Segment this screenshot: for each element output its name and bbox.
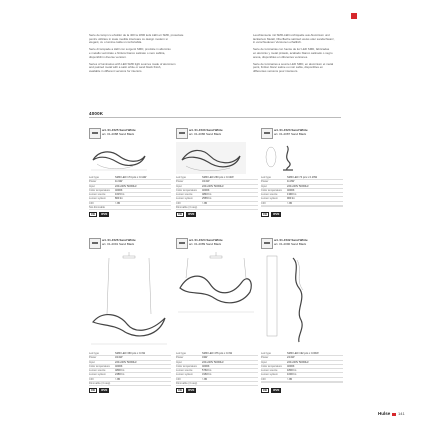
product-thumbnail-icon (261, 128, 273, 139)
product-drawing (176, 142, 246, 174)
spec-key: Led type (176, 176, 186, 179)
product-code-white: art. 01-1524 Sand White (189, 238, 223, 242)
spec-value: SMD LED 174 pcs x 0.11W (115, 176, 147, 179)
product-code-black: art. 01-2089 Sand Black (189, 241, 222, 246)
spec-value: 800 lm (115, 197, 123, 201)
spec-value: > 80 (202, 377, 208, 381)
spec-key: Lumen source (89, 193, 106, 196)
spec-value: 3160 lm (202, 373, 212, 377)
spec-key: Power (89, 356, 97, 360)
product-drawing (176, 252, 256, 347)
spec-value: SMD LED 192 pcs x 0.06W (287, 352, 319, 355)
spec-value: > 80 (115, 201, 121, 205)
product-codes (189, 129, 223, 136)
product-codes (102, 129, 136, 136)
page-number: 141 (398, 411, 405, 416)
brand-accent-square (351, 13, 357, 19)
spec-key: Not dimmable (89, 205, 106, 209)
product-code-black: art. 01-2090 Sand Black (274, 241, 307, 246)
spec-value (115, 382, 171, 385)
spec-row (89, 206, 171, 210)
spec-value: 4840 lm (202, 193, 212, 196)
product-thumbnail-icon (261, 238, 273, 249)
spec-key: Color temperature (261, 364, 282, 368)
certification-badges (176, 388, 196, 393)
spec-key: Input (89, 360, 95, 364)
certification-badges (89, 388, 109, 393)
spec-key: Color temperature (261, 188, 282, 192)
spec-key: CRI (89, 201, 94, 205)
spec-value: 4000K (287, 364, 295, 368)
certification-badges (176, 212, 196, 217)
spec-row (261, 382, 343, 383)
spec-value: 2565 lm (202, 197, 212, 201)
spec-key: Power (261, 180, 269, 184)
ce-mark-badge: CE (178, 212, 183, 216)
spec-value: 220-240V 50/60Hz (115, 360, 137, 364)
spec-key: Led type (261, 352, 271, 355)
ip-rating-badge: IP20 (101, 212, 108, 216)
spec-value: 4000K (115, 364, 123, 368)
spec-row (176, 206, 258, 210)
spec-value (115, 206, 171, 209)
product-code-black: art. 01-2087 Sand Black (274, 131, 307, 136)
spec-value: 4000K (115, 188, 123, 192)
spec-key: Dimmable (3 step) (176, 205, 198, 209)
spec-table (89, 176, 171, 210)
spec-key: CRI (89, 377, 94, 381)
ip-rating-badge: IP20 (273, 212, 280, 216)
spec-key: Led type (176, 352, 186, 355)
intro-line: elegant, cu o lumina calda si confortabila. (89, 40, 143, 45)
spec-key: Lumen system (261, 373, 278, 377)
intro-line: lackiertem Metall, Oberflache satiniert weiss oder sandschwarz, (253, 36, 335, 41)
product-thumbnail-icon (89, 128, 101, 139)
ceiling-lamp-drawing-icon (176, 142, 246, 174)
color-temperature-heading: 4000K (89, 111, 104, 116)
spec-key: Lumen system (176, 373, 193, 377)
spec-row (89, 382, 171, 386)
spec-value: SMD LED 260 pcs x 0.13W (202, 176, 234, 179)
intro-line: pentru utilizare in toate mediile interioare cu design modern si (89, 36, 168, 41)
intro-text-left (89, 34, 249, 74)
spec-key: CRI (261, 201, 266, 205)
spec-key: Lumen source (176, 193, 193, 196)
ip-rating-badge: IP20 (188, 212, 195, 216)
certification-badges (89, 212, 109, 217)
spec-value: 220-240V 50/60Hz (287, 184, 309, 188)
product-code-black: art. 01-2086 Sand Black (189, 131, 222, 136)
spec-value: 4000K (202, 364, 210, 368)
product-code-black: art. 01-2088 Sand Black (102, 131, 135, 136)
spec-key: Lumen system (261, 197, 278, 201)
ce-mark-badge: CE (91, 212, 96, 216)
spec-value: 1800 lm (287, 369, 297, 372)
spec-value: 1615 lm (115, 193, 125, 196)
product-codes (274, 129, 308, 136)
wall-lamp-drawing-icon (89, 142, 149, 172)
product-card-1 (89, 128, 171, 220)
product-drawing (261, 252, 321, 347)
footer-accent-mark (392, 413, 396, 416)
intro-line: Serie de lampi cu ehstiilor de la 400 la 1800 leds LED-uri SMD, proiectate (89, 33, 184, 37)
ip-rating-badge: IP20 (273, 388, 280, 392)
wall-lamp-vertical-drawing-icon (261, 252, 321, 347)
product-card-2 (176, 128, 258, 220)
spec-key: Dimmable (3 step) (89, 381, 111, 385)
ce-mark-badge: CE (91, 388, 96, 392)
product-card-3 (261, 128, 343, 220)
spec-key: Input (261, 360, 267, 364)
spec-key: Input (89, 184, 95, 188)
product-drawing (89, 142, 149, 172)
spec-key: Input (176, 184, 182, 188)
spec-value: 11.8W (287, 180, 295, 184)
product-codes (189, 239, 223, 246)
spec-value: 1390 lm (287, 193, 297, 196)
product-code-white: art. 01-1526 Sand White (102, 238, 136, 242)
spec-row (176, 382, 258, 386)
spec-value: 220-240V 50/60Hz (202, 184, 224, 188)
certification-badges (261, 212, 281, 217)
intro-line: Serie di lampade a LED con sorgenti SMD, prodotte in alluminio (89, 47, 171, 52)
product-thumbnail-icon (176, 128, 188, 139)
spec-table (261, 176, 343, 207)
spec-key: Dimmable (3 step) (176, 381, 198, 385)
product-card-6 (261, 238, 343, 408)
spec-table (176, 352, 258, 386)
product-code-white: art. 01-1532 Sand White (274, 238, 308, 242)
spec-key: CRI (176, 377, 181, 381)
spec-value: 34.0W (202, 180, 210, 184)
spec-value: 900 lm (287, 197, 295, 201)
intro-line: en aluminio y metal pintado, acabado blanco satinado o negro (253, 50, 333, 55)
spec-value: 24.0W (287, 356, 295, 360)
spec-key: Lumen system (89, 197, 106, 201)
spec-key: Input (176, 360, 182, 364)
spec-row (261, 206, 343, 207)
spec-key: Color temperature (176, 188, 197, 192)
pendant-lamp-drawing-icon (176, 252, 256, 347)
product-code-white: art. 01-1525 Sand White (102, 128, 136, 132)
intro-line: peint, finition blanc satine ou noir sable, disponibles en (253, 65, 323, 70)
ce-mark-badge: CE (263, 212, 268, 216)
spec-key: Lumen source (261, 193, 278, 196)
intro-line: and painted metal with a satin white or sand black finish, (89, 65, 162, 70)
intro-line: Serie de luminaires a source LED SMD, en aluminium et metal (253, 61, 334, 66)
spec-key: Lumen source (261, 369, 278, 372)
pendant-lamp-drawing-icon (89, 252, 169, 347)
ce-mark-badge: CE (263, 388, 268, 392)
spec-value: 43W (202, 356, 208, 360)
spec-key: Led type (89, 176, 99, 179)
certification-badges (261, 388, 281, 393)
spec-value: 5760 lm (202, 369, 212, 372)
spec-key: Lumen system (89, 373, 106, 377)
product-drawing (261, 142, 301, 172)
product-card-4 (89, 238, 171, 408)
spec-key: Power (176, 356, 184, 360)
spec-key: Power (261, 356, 269, 360)
product-card-5 (176, 238, 258, 408)
product-code-white: art. 01-1523 Sand White (274, 128, 308, 132)
intro-line: Serie de luminarias con fuente de luz LED SMD, fabricadas (253, 47, 330, 52)
spec-key: Led type (89, 352, 99, 355)
product-code-white: art. 01-1533 Sand White (189, 128, 223, 132)
product-thumbnail-icon (176, 238, 188, 249)
spec-value: > 80 (287, 377, 293, 381)
spec-key: Input (261, 184, 267, 188)
spec-value: SMD LED 74 pcs x 0.16W (287, 176, 318, 179)
intro-line: in verschiedenen Versionen erhaltlich. (253, 40, 302, 45)
spec-value: 4000K (287, 188, 295, 192)
intro-text-right (253, 34, 413, 74)
product-drawing (89, 252, 169, 347)
spec-key: Color temperature (176, 364, 197, 368)
spec-table (89, 352, 171, 386)
spec-key: CRI (176, 201, 181, 205)
footer-brand-name: Hulse (378, 411, 391, 416)
spec-table (176, 176, 258, 210)
intro-line: disponibili in diverse versioni. (89, 54, 127, 59)
product-codes (274, 239, 308, 246)
spec-table (261, 352, 343, 383)
product-codes (102, 239, 136, 246)
spec-key: CRI (261, 377, 266, 381)
intro-line: arena, disponibles en diferentes versiones. (253, 54, 308, 59)
spec-value: 34.0W (115, 356, 123, 360)
spec-key: Lumen source (89, 369, 106, 372)
intro-line: available in different versions for interiors. (89, 68, 143, 73)
spec-value: SMD LED 476 pcs x 0.1W (202, 352, 233, 355)
spec-value: 2486 lm (115, 373, 125, 377)
intro-line: e metallo verniciato e finitura bianco satinato o nero sabbia, (89, 50, 166, 55)
spec-value (202, 206, 258, 209)
ce-mark-badge: CE (178, 388, 183, 392)
spec-value (202, 382, 258, 385)
spec-value: SMD LED 360 pcs x 0.1W (115, 352, 146, 355)
intro-line: Leuchtenserie mit SMD-LED-Lichtquelle aus Aluminium und (253, 33, 330, 37)
spec-key: Lumen system (176, 197, 193, 201)
spec-value: > 80 (202, 201, 208, 205)
intro-line: Series of luminaires with LED SMD light sources made of aluminum (89, 61, 176, 66)
spec-value: 220-240V 50/60Hz (202, 360, 224, 364)
spec-key: Color temperature (89, 188, 110, 192)
spec-key: Led type (261, 176, 271, 179)
section-divider (89, 117, 341, 118)
product-code-black: art. 01-2091 Sand Black (102, 241, 135, 246)
spec-key: Power (176, 180, 184, 184)
spec-value: 1000 lm (287, 373, 297, 377)
spec-value: 11.9W (115, 180, 123, 184)
spec-value: 4800 lm (115, 369, 125, 372)
spec-value: 4000K (202, 188, 210, 192)
spec-value: 220-240V 50/60Hz (115, 184, 137, 188)
spec-value: > 80 (115, 377, 121, 381)
spec-value: 220-240V 50/60Hz (287, 360, 309, 364)
spec-value: > 80 (287, 201, 293, 205)
ip-rating-badge: IP20 (188, 388, 195, 392)
spec-key: Power (89, 180, 97, 184)
intro-line: differentes versions pour interieurs. (253, 68, 299, 73)
table-lamp-drawing-icon (261, 142, 301, 172)
ip-rating-badge: IP20 (101, 388, 108, 392)
spec-key: Lumen source (176, 369, 193, 372)
product-thumbnail-icon (89, 238, 101, 249)
spec-key: Color temperature (89, 364, 110, 368)
